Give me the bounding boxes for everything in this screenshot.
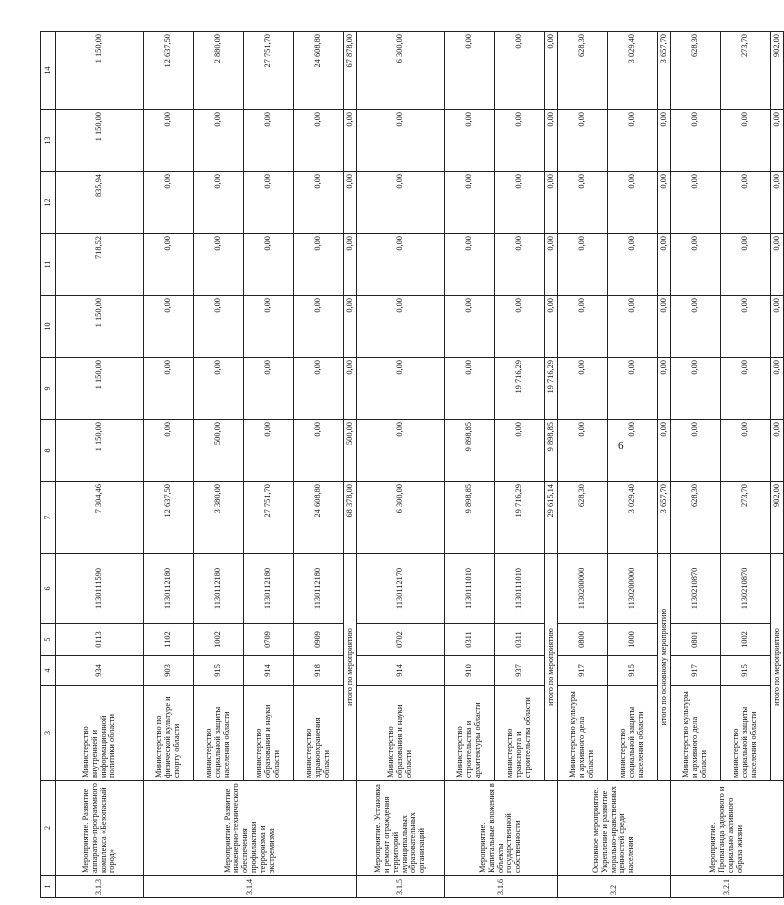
total-amount-cell: 0,00 <box>545 234 558 296</box>
amount-cell: 0,00 <box>445 172 495 234</box>
amount-cell: 0,00 <box>357 296 445 358</box>
column-number-header: 14 <box>41 32 56 110</box>
amount-cell: 7 304,46 <box>56 482 144 554</box>
item-name: Основное мероприятие. Укрепление и развитие морально-нравственных ценностей среди населения <box>558 781 671 876</box>
amount-cell: 27 751,70 <box>244 482 294 554</box>
amount-cell: 3 029,40 <box>608 32 658 110</box>
item-name: Мероприятие. Капитальные вложения в объекты государственной собственности <box>445 781 558 876</box>
amount-cell: 0,00 <box>144 420 194 482</box>
section-code-cell: 1102 <box>144 624 194 656</box>
amount-cell: 0,00 <box>608 296 658 358</box>
executor-cell: министерство социальной защиты населения области <box>194 686 244 781</box>
amount-cell: 24 608,80 <box>294 482 344 554</box>
budget-table <box>40 31 784 898</box>
column-number-header: 2 <box>41 781 56 876</box>
grbs-code-cell: 914 <box>357 656 445 686</box>
amount-cell: 0,00 <box>495 172 545 234</box>
total-amount-cell: 0,00 <box>771 110 784 172</box>
grbs-code-cell: 903 <box>144 656 194 686</box>
total-amount-cell: 0,00 <box>344 110 357 172</box>
amount-cell: 0,00 <box>495 32 545 110</box>
amount-cell: 718,52 <box>56 234 144 296</box>
column-number-header: 12 <box>41 172 56 234</box>
total-amount-cell: 0,00 <box>344 296 357 358</box>
executor-cell: министерство социальной защиты населения области <box>721 686 771 781</box>
column-number-header: 1 <box>41 876 56 898</box>
amount-cell: 6 300,00 <box>357 482 445 554</box>
total-amount-cell: 0,00 <box>545 110 558 172</box>
table-row <box>671 32 721 898</box>
amount-cell: 1 150,00 <box>56 420 144 482</box>
amount-cell: 0,00 <box>558 296 608 358</box>
total-amount-cell: 0,00 <box>658 420 671 482</box>
amount-cell: 0,00 <box>144 172 194 234</box>
section-code-cell: 0702 <box>357 624 445 656</box>
amount-cell: 2 880,00 <box>194 32 244 110</box>
item-number: 3.2.1 <box>671 876 784 898</box>
item-number: 3.1.5 <box>357 876 445 898</box>
amount-cell: 0,00 <box>357 172 445 234</box>
amount-cell: 0,00 <box>495 234 545 296</box>
column-number-header: 8 <box>41 420 56 482</box>
executor-cell: Министерство образования и науки области <box>357 686 445 781</box>
amount-cell: 0,00 <box>671 358 721 420</box>
item-name: Мероприятие. Установка и ремонт ограждения территорий муниципальных образовательных организаций <box>357 781 445 876</box>
executor-cell: Министерство по физической культуре и спорту области <box>144 686 194 781</box>
table-row <box>294 32 344 898</box>
amount-cell: 0,00 <box>194 358 244 420</box>
amount-cell: 0,00 <box>244 172 294 234</box>
total-amount-cell: 0,00 <box>658 110 671 172</box>
executor-cell: Министерство строительства и архитектуры области <box>445 686 495 781</box>
executor-cell: Министерство внутренней и информационной политики области <box>56 686 144 781</box>
grbs-code-cell: 915 <box>194 656 244 686</box>
amount-cell: 0,00 <box>721 172 771 234</box>
total-amount-cell: 0,00 <box>771 296 784 358</box>
grbs-code-cell: 914 <box>244 656 294 686</box>
amount-cell: 0,00 <box>558 420 608 482</box>
grbs-code-cell: 915 <box>608 656 658 686</box>
amount-cell: 0,00 <box>671 420 721 482</box>
amount-cell: 0,00 <box>144 358 194 420</box>
section-code-cell: 0311 <box>495 624 545 656</box>
target-article-cell: 1130112180 <box>294 554 344 624</box>
amount-cell: 0,00 <box>194 110 244 172</box>
amount-cell: 0,00 <box>294 172 344 234</box>
table-row <box>558 32 608 898</box>
amount-cell: 1 150,00 <box>56 110 144 172</box>
total-amount-cell: 0,00 <box>658 234 671 296</box>
target-article-cell: 1130112180 <box>194 554 244 624</box>
amount-cell: 0,00 <box>194 234 244 296</box>
target-article-cell: 1130111590 <box>56 554 144 624</box>
grbs-code-cell: 917 <box>671 656 721 686</box>
amount-cell: 0,00 <box>445 234 495 296</box>
amount-cell: 0,00 <box>608 420 658 482</box>
amount-cell: 0,00 <box>671 110 721 172</box>
amount-cell: 0,00 <box>495 420 545 482</box>
amount-cell: 6 300,00 <box>357 32 445 110</box>
column-number-header: 11 <box>41 234 56 296</box>
item-number: 3.2 <box>558 876 671 898</box>
amount-cell: 0,00 <box>244 296 294 358</box>
amount-cell: 0,00 <box>445 358 495 420</box>
total-label: итого по основному мероприятию <box>658 554 671 781</box>
target-article-cell: 1130210870 <box>721 554 771 624</box>
column-number-header: 9 <box>41 358 56 420</box>
item-number: 3.1.4 <box>144 876 357 898</box>
amount-cell: 628,30 <box>671 32 721 110</box>
section-code-cell: 1002 <box>721 624 771 656</box>
amount-cell: 0,00 <box>608 110 658 172</box>
amount-cell: 27 751,70 <box>244 32 294 110</box>
grbs-code-cell: 918 <box>294 656 344 686</box>
amount-cell: 0,00 <box>445 32 495 110</box>
total-amount-cell: 19 716,29 <box>545 358 558 420</box>
total-amount-cell: 9 898,85 <box>545 420 558 482</box>
amount-cell: 19 716,29 <box>495 358 545 420</box>
section-code-cell: 0801 <box>671 624 721 656</box>
total-row <box>658 32 671 898</box>
amount-cell: 0,00 <box>244 234 294 296</box>
page-number: 6 <box>618 440 624 452</box>
total-label: итого по мероприятию <box>771 554 784 781</box>
table-row <box>194 32 244 898</box>
amount-cell: 0,00 <box>671 172 721 234</box>
amount-cell: 0,00 <box>144 234 194 296</box>
target-article-cell: 1130111010 <box>445 554 495 624</box>
amount-cell: 0,00 <box>558 110 608 172</box>
total-amount-cell: 0,00 <box>545 32 558 110</box>
amount-cell: 0,00 <box>357 234 445 296</box>
target-article-cell: 1130112170 <box>357 554 445 624</box>
total-label: итого по мероприятию <box>545 554 558 781</box>
amount-cell: 273,70 <box>721 482 771 554</box>
amount-cell: 24 608,80 <box>294 32 344 110</box>
executor-cell: Министерство культуры и архивного дела области <box>671 686 721 781</box>
amount-cell: 835,94 <box>56 172 144 234</box>
table-row <box>56 32 144 898</box>
amount-cell: 0,00 <box>721 358 771 420</box>
amount-cell: 19 716,29 <box>495 482 545 554</box>
header-row <box>41 32 56 898</box>
total-amount-cell: 3 657,70 <box>658 482 671 554</box>
amount-cell: 0,00 <box>721 110 771 172</box>
amount-cell: 628,30 <box>558 32 608 110</box>
total-amount-cell: 68 378,00 <box>344 482 357 554</box>
amount-cell: 0,00 <box>608 358 658 420</box>
amount-cell: 0,00 <box>144 110 194 172</box>
amount-cell: 3 380,00 <box>194 482 244 554</box>
amount-cell: 0,00 <box>721 296 771 358</box>
amount-cell: 0,00 <box>244 420 294 482</box>
section-code-cell: 0113 <box>56 624 144 656</box>
total-amount-cell: 67 878,00 <box>344 32 357 110</box>
amount-cell: 0,00 <box>294 358 344 420</box>
total-amount-cell: 500,00 <box>344 420 357 482</box>
table-row <box>244 32 294 898</box>
amount-cell: 0,00 <box>194 296 244 358</box>
total-amount-cell: 0,00 <box>545 296 558 358</box>
item-name: Мероприятие. Развитие инженерно-технического обеспечения профилактики терроризма и экстремизма <box>144 781 357 876</box>
section-code-cell: 0709 <box>244 624 294 656</box>
section-code-cell: 0909 <box>294 624 344 656</box>
total-amount-cell: 0,00 <box>658 172 671 234</box>
rotated-page <box>40 30 781 898</box>
amount-cell: 1 150,00 <box>56 32 144 110</box>
table-row <box>144 32 194 898</box>
total-amount-cell: 902,00 <box>771 32 784 110</box>
amount-cell: 9 898,85 <box>445 420 495 482</box>
total-amount-cell: 0,00 <box>344 358 357 420</box>
amount-cell: 0,00 <box>721 234 771 296</box>
column-number-header: 5 <box>41 624 56 656</box>
total-row <box>545 32 558 898</box>
grbs-code-cell: 934 <box>56 656 144 686</box>
grbs-code-cell: 917 <box>558 656 608 686</box>
amount-cell: 0,00 <box>244 358 294 420</box>
total-amount-cell: 0,00 <box>658 358 671 420</box>
amount-cell: 12 637,50 <box>144 482 194 554</box>
column-number-header: 6 <box>41 554 56 624</box>
amount-cell: 0,00 <box>244 110 294 172</box>
amount-cell: 0,00 <box>357 110 445 172</box>
amount-cell: 0,00 <box>558 172 608 234</box>
amount-cell: 0,00 <box>671 234 721 296</box>
amount-cell: 0,00 <box>671 296 721 358</box>
column-number-header: 10 <box>41 296 56 358</box>
total-amount-cell: 0,00 <box>771 420 784 482</box>
amount-cell: 0,00 <box>558 358 608 420</box>
amount-cell: 0,00 <box>445 296 495 358</box>
target-article-cell: 1130111010 <box>495 554 545 624</box>
executor-cell: министерство образования и науки области <box>244 686 294 781</box>
target-article-cell: 1130112180 <box>144 554 194 624</box>
total-amount-cell: 902,00 <box>771 482 784 554</box>
column-number-header: 3 <box>41 686 56 781</box>
grbs-code-cell: 915 <box>721 656 771 686</box>
executor-cell: министерство транспорта и строительства области <box>495 686 545 781</box>
amount-cell: 1 150,00 <box>56 296 144 358</box>
amount-cell: 0,00 <box>294 296 344 358</box>
amount-cell: 0,00 <box>144 296 194 358</box>
amount-cell: 12 637,50 <box>144 32 194 110</box>
table-row <box>445 32 495 898</box>
target-article-cell: 1130210870 <box>671 554 721 624</box>
amount-cell: 1 150,00 <box>56 358 144 420</box>
column-number-header: 13 <box>41 110 56 172</box>
item-name: Мероприятие. Пропаганда здорового и социально активного образа жизни <box>671 781 784 876</box>
target-article-cell: 1130200000 <box>608 554 658 624</box>
amount-cell: 273,70 <box>721 32 771 110</box>
amount-cell: 0,00 <box>294 110 344 172</box>
total-amount-cell: 29 615,14 <box>545 482 558 554</box>
amount-cell: 0,00 <box>721 420 771 482</box>
total-amount-cell: 0,00 <box>344 172 357 234</box>
total-amount-cell: 0,00 <box>344 234 357 296</box>
amount-cell: 0,00 <box>357 358 445 420</box>
amount-cell: 0,00 <box>608 172 658 234</box>
section-code-cell: 1000 <box>608 624 658 656</box>
target-article-cell: 1130200000 <box>558 554 608 624</box>
amount-cell: 628,30 <box>671 482 721 554</box>
total-amount-cell: 0,00 <box>545 172 558 234</box>
executor-cell: министерство социальной защиты населения области <box>608 686 658 781</box>
grbs-code-cell: 910 <box>445 656 495 686</box>
total-amount-cell: 0,00 <box>771 358 784 420</box>
total-amount-cell: 0,00 <box>658 296 671 358</box>
table-row <box>495 32 545 898</box>
amount-cell: 0,00 <box>608 234 658 296</box>
section-code-cell: 0311 <box>445 624 495 656</box>
amount-cell: 9 898,85 <box>445 482 495 554</box>
total-amount-cell: 3 657,70 <box>658 32 671 110</box>
item-number: 3.1.3 <box>56 876 144 898</box>
table-row <box>721 32 771 898</box>
section-code-cell: 1002 <box>194 624 244 656</box>
executor-cell: Министерство культуры и архивного дела области <box>558 686 608 781</box>
total-amount-cell: 0,00 <box>771 172 784 234</box>
amount-cell: 0,00 <box>294 420 344 482</box>
item-name: Мероприятие. Развитие аппаратно-программного комплекса «Безопасный город» <box>56 781 144 876</box>
column-number-header: 4 <box>41 656 56 686</box>
section-code-cell: 0800 <box>558 624 608 656</box>
total-label: итого по мероприятию <box>344 554 357 781</box>
table-row <box>608 32 658 898</box>
executor-cell: министерство здравоохранения области <box>294 686 344 781</box>
amount-cell: 3 029,40 <box>608 482 658 554</box>
total-amount-cell: 0,00 <box>771 234 784 296</box>
total-row <box>344 32 357 898</box>
amount-cell: 500,00 <box>194 420 244 482</box>
table-row <box>357 32 445 898</box>
item-number: 3.1.6 <box>445 876 558 898</box>
amount-cell: 0,00 <box>558 234 608 296</box>
amount-cell: 0,00 <box>495 110 545 172</box>
target-article-cell: 1130112180 <box>244 554 294 624</box>
amount-cell: 0,00 <box>294 234 344 296</box>
amount-cell: 0,00 <box>495 296 545 358</box>
amount-cell: 628,30 <box>558 482 608 554</box>
amount-cell: 0,00 <box>445 110 495 172</box>
amount-cell: 0,00 <box>194 172 244 234</box>
grbs-code-cell: 937 <box>495 656 545 686</box>
total-row <box>771 32 784 898</box>
amount-cell: 0,00 <box>357 420 445 482</box>
column-number-header: 7 <box>41 482 56 554</box>
